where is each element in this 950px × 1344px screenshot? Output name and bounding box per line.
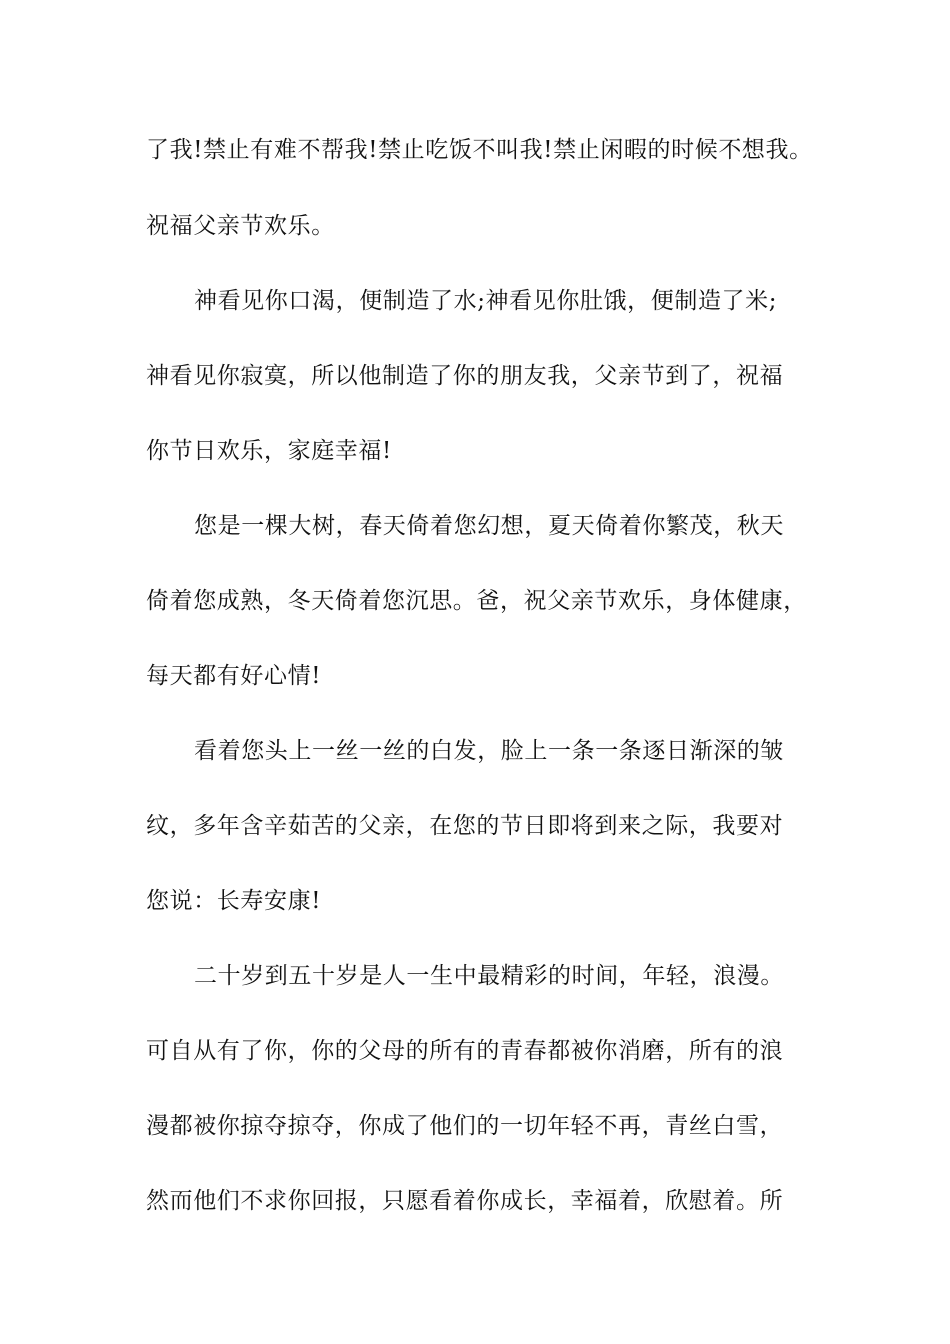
paragraph-start-line: 二十岁到五十岁是人一生中最精彩的时间，年轻，浪漫。: [194, 963, 784, 989]
paragraph-start-line: 您是一棵大树，春天倚着您幻想，夏天倚着你繁茂，秋天: [194, 513, 784, 539]
text-line: 然而他们不求你回报，只愿看着你成长，幸福着，欣慰着。所: [146, 1188, 784, 1214]
text-line: 你节日欢乐，家庭幸福!: [146, 438, 392, 464]
text-line: 您说：长寿安康!: [146, 888, 322, 914]
text-line: 纹，多年含辛茹苦的父亲，在您的节日即将到来之际，我要对: [146, 813, 784, 839]
text-line: 漫都被你掠夺掠夺，你成了他们的一切年轻不再，青丝白雪，: [146, 1113, 784, 1139]
text-line: 了我!禁止有难不帮我!禁止吃饭不叫我!禁止闲暇的时候不想我。: [146, 137, 813, 163]
paragraph-start-line: 神看见你口渴，便制造了水;神看见你肚饿，便制造了米;: [194, 288, 778, 314]
text-line: 祝福父亲节欢乐。: [146, 213, 335, 239]
text-line: 每天都有好心情!: [146, 663, 322, 689]
text-line: 倚着您成熟，冬天倚着您沉思。爸，祝父亲节欢乐，身体健康，: [146, 588, 807, 614]
paragraph-start-line: 看着您头上一丝一丝的白发，脸上一条一条逐日渐深的皱: [194, 738, 784, 764]
text-line: 神看见你寂寞，所以他制造了你的朋友我，父亲节到了，祝福: [146, 363, 784, 389]
text-line: 可自从有了你，你的父母的所有的青春都被你消磨，所有的浪: [146, 1038, 784, 1064]
